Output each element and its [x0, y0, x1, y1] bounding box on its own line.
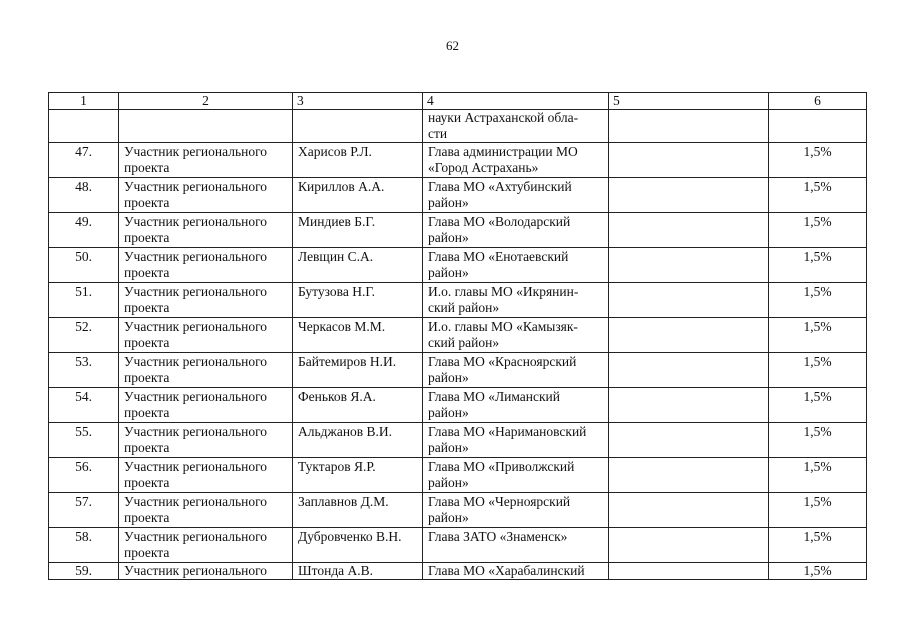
cell-col5: [609, 110, 769, 143]
cell-share: [769, 110, 867, 143]
cell-role: Участник регионального проекта: [119, 283, 293, 318]
cell-number: 49.: [49, 213, 119, 248]
cell-number: 59.: [49, 563, 119, 580]
cell-share: 1,5%: [769, 458, 867, 493]
cell-position: науки Астраханской обла- сти: [423, 110, 609, 143]
cell-name: Заплавнов Д.М.: [293, 493, 423, 528]
cell-role: Участник регионального проекта: [119, 178, 293, 213]
cell-position: Глава МО «Красноярский район»: [423, 353, 609, 388]
cell-number: 57.: [49, 493, 119, 528]
cell-name: Штонда А.В.: [293, 563, 423, 580]
cell-share: 1,5%: [769, 248, 867, 283]
cell-col5: [609, 353, 769, 388]
cell-role: Участник регионального проекта: [119, 388, 293, 423]
table-row: [49, 318, 867, 353]
cell-share: 1,5%: [769, 318, 867, 353]
table-row: [49, 248, 867, 283]
table-row: [49, 458, 867, 493]
cell-role: Участник регионального проекта: [119, 458, 293, 493]
table-row: [49, 528, 867, 563]
table-row: [49, 493, 867, 528]
cell-name: Альджанов В.И.: [293, 423, 423, 458]
cell-role: Участник регионального проекта: [119, 423, 293, 458]
cell-number: 47.: [49, 143, 119, 178]
cell-role: Участник регионального проекта: [119, 213, 293, 248]
cell-name: Туктаров Я.Р.: [293, 458, 423, 493]
table-row: [49, 213, 867, 248]
cell-position: Глава МО «Лиманский район»: [423, 388, 609, 423]
cell-col5: [609, 248, 769, 283]
cell-share: 1,5%: [769, 353, 867, 388]
cell-role: Участник регионального проекта: [119, 248, 293, 283]
cell-col5: [609, 563, 769, 580]
cell-col5: [609, 528, 769, 563]
cell-share: 1,5%: [769, 493, 867, 528]
cell-role: Участник регионального проекта: [119, 353, 293, 388]
page-number: 62: [446, 38, 459, 53]
column-header-share: 6: [769, 93, 867, 110]
cell-position: И.о. главы МО «Камызяк- ский район»: [423, 318, 609, 353]
cell-number: 56.: [49, 458, 119, 493]
cell-number: 55.: [49, 423, 119, 458]
table-row: [49, 353, 867, 388]
table-row: [49, 563, 867, 580]
cell-col5: [609, 423, 769, 458]
cell-role: Участник регионального проекта: [119, 528, 293, 563]
cell-col5: [609, 458, 769, 493]
cell-share: 1,5%: [769, 563, 867, 580]
cell-role: Участник регионального проекта: [119, 143, 293, 178]
participants-table: [48, 92, 867, 580]
cell-name: Кириллов А.А.: [293, 178, 423, 213]
cell-role: Участник регионального: [119, 563, 293, 580]
cell-col5: [609, 493, 769, 528]
column-header-5: 5: [609, 93, 769, 110]
cell-position: Глава МО «Ахтубинский район»: [423, 178, 609, 213]
cell-share: 1,5%: [769, 283, 867, 318]
cell-position: И.о. главы МО «Икрянин- ский район»: [423, 283, 609, 318]
cell-name: Харисов Р.Л.: [293, 143, 423, 178]
cell-number: 58.: [49, 528, 119, 563]
cell-number: 53.: [49, 353, 119, 388]
cell-position: Глава МО «Харабалинский: [423, 563, 609, 580]
table-row: [49, 388, 867, 423]
cell-role: Участник регионального проекта: [119, 318, 293, 353]
table-row: [49, 283, 867, 318]
cell-name: Феньков Я.А.: [293, 388, 423, 423]
cell-share: 1,5%: [769, 423, 867, 458]
cell-number: [49, 110, 119, 143]
cell-col5: [609, 213, 769, 248]
column-header-role: 2: [119, 93, 293, 110]
table-header-row: [49, 93, 867, 110]
cell-name: Дубровченко В.Н.: [293, 528, 423, 563]
cell-name: Байтемиров Н.И.: [293, 353, 423, 388]
cell-share: 1,5%: [769, 213, 867, 248]
cell-position: Глава МО «Черноярский район»: [423, 493, 609, 528]
cell-col5: [609, 388, 769, 423]
cell-col5: [609, 178, 769, 213]
cell-name: Миндиев Б.Г.: [293, 213, 423, 248]
column-header-position: 4: [423, 93, 609, 110]
table-body: [49, 110, 867, 580]
cell-number: 52.: [49, 318, 119, 353]
cell-role: [119, 110, 293, 143]
cell-name: Левщин С.А.: [293, 248, 423, 283]
table-row: [49, 143, 867, 178]
cell-name: Бутузова Н.Г.: [293, 283, 423, 318]
cell-position: Глава МО «Володарский район»: [423, 213, 609, 248]
cell-position: Глава администрации МО «Город Астрахань»: [423, 143, 609, 178]
cell-share: 1,5%: [769, 143, 867, 178]
cell-number: 54.: [49, 388, 119, 423]
cell-share: 1,5%: [769, 178, 867, 213]
cell-col5: [609, 143, 769, 178]
table-row: [49, 178, 867, 213]
cell-position: Глава МО «Наримановский район»: [423, 423, 609, 458]
cell-position: Глава МО «Енотаевский район»: [423, 248, 609, 283]
cell-share: 1,5%: [769, 528, 867, 563]
cell-position: Глава ЗАТО «Знаменск»: [423, 528, 609, 563]
table-row-continuation: [49, 110, 867, 143]
cell-col5: [609, 283, 769, 318]
cell-number: 50.: [49, 248, 119, 283]
table-row: [49, 423, 867, 458]
cell-share: 1,5%: [769, 388, 867, 423]
cell-number: 51.: [49, 283, 119, 318]
cell-number: 48.: [49, 178, 119, 213]
cell-role: Участник регионального проекта: [119, 493, 293, 528]
cell-position: Глава МО «Приволжский район»: [423, 458, 609, 493]
column-header-number: 1: [49, 93, 119, 110]
cell-name: Черкасов М.М.: [293, 318, 423, 353]
cell-name: [293, 110, 423, 143]
column-header-name: 3: [293, 93, 423, 110]
cell-col5: [609, 318, 769, 353]
